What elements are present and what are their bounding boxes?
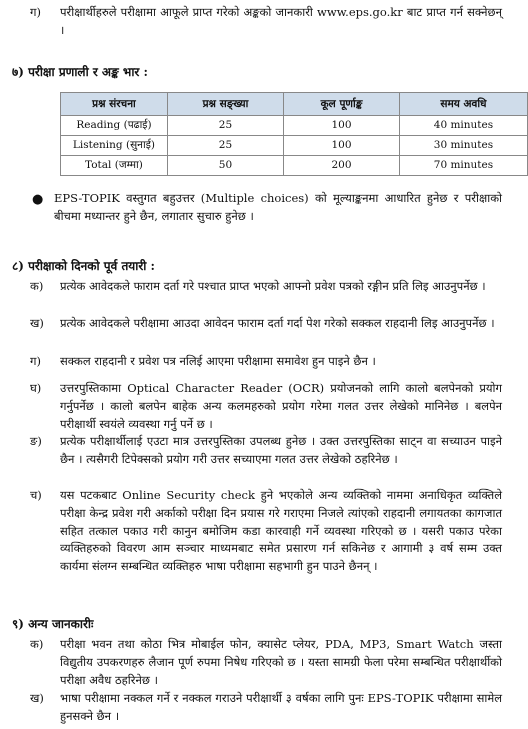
bullet-dot-icon: ●	[32, 192, 44, 207]
item-text: परीक्षा भवन तथा कोठा भित्र मोबाईल फोन, क्यासेट प्लेयर, PDA, MP3, Smart Watch जस्ता विद्युतीय उपकरणहरु लैजान पूर्ण रुपमा निषेध गरिएको छ । यस्ता सामग्री फेला परेमा सम्बन्धित परीक्षार्थीको परीक्षा अवैध ठहरिनेछ ।	[60, 637, 502, 687]
table-cell: 25	[167, 116, 283, 136]
table-cell: 40 minutes	[399, 116, 527, 136]
table-row	[61, 136, 528, 156]
table-cell: Total (जम्मा)	[61, 156, 168, 176]
list-item	[30, 433, 528, 469]
col-header: कूल पूर्णाङ्क	[284, 93, 400, 116]
list-item	[30, 380, 528, 433]
item-text: सक्कल राहदानी र प्रवेश पत्र नलिई आएमा परीक्षामा समावेश हुन पाइने छैन ।	[60, 354, 376, 368]
marks-table	[60, 92, 528, 176]
table-cell: 25	[167, 136, 283, 156]
table-cell: 100	[284, 136, 400, 156]
list-item	[30, 636, 528, 689]
table-row	[61, 156, 528, 176]
table-cell: 100	[284, 116, 400, 136]
section-7-bullet	[32, 190, 502, 226]
table-cell: Reading (पढाई)	[61, 116, 168, 136]
list-item	[30, 690, 528, 726]
table-cell: 50	[167, 156, 283, 176]
item-label: ख)	[30, 691, 44, 705]
item-label: घ)	[30, 381, 42, 395]
item-text: प्रत्येक आवेदकले फाराम दर्ता गरे पश्चात प्राप्त भएको आफ्नो प्रवेश पत्रको रङ्गीन प्रति लिइ आउनुपर्नेछ ।	[60, 279, 486, 293]
intro-item	[30, 4, 528, 40]
section-7-heading: ७) परीक्षा प्रणाली र अङ्क भार :	[12, 65, 148, 79]
item-text: परीक्षार्थीहरुले परीक्षामा आफूले प्राप्त गरेको अङ्कको जानकारी www.eps.go.kr बाट प्राप्त गर्न सक्नेछन् ।	[60, 5, 502, 37]
list-item	[30, 315, 528, 333]
list-item	[30, 278, 528, 296]
item-text: यस पटकबाट Online Security check हुने भएकोले अन्य व्यक्तिको नाममा अनाधिकृत व्यक्तिले परीक्षा केन्द्र प्रवेश गरी अर्काको परीक्षा दिन प्रयास गरे गराएमा निजले त्यांएको राहदानी लगायतका कागजात सहित तत्काल पकाउ गरी कानुन बमोजिम कडा कारवाही गर्ने व्यवस्था गरिएको छ । यसरी पकाउ परेका व्यक्तिहरुको विवरण आम सञ्चार माध्यमबाट समेत प्रसारण गर्न सकिनेछ र आगामी ३ वर्ष सम्म उक्त कार्यमा संलग्न सम्बन्धित व्यक्तिहरु भाषा परीक्षामा सहभागी हुन पाउने छैनन् ।	[60, 488, 502, 574]
col-header: समय अवधि	[399, 93, 527, 116]
list-item	[30, 353, 528, 371]
list-item	[30, 487, 528, 576]
item-label: ग)	[30, 354, 41, 368]
table-row	[61, 116, 528, 136]
item-label: क)	[30, 279, 44, 293]
item-label: ख)	[30, 316, 44, 330]
item-label: ग)	[30, 5, 41, 19]
item-text: प्रत्येक परीक्षार्थीलाई एउटा मात्र उत्तरपुस्तिका उपलब्ध हुनेछ । उक्त उत्तरपुस्तिका साट्न वा सच्याउन पाइने छैन । त्यसैगरी टिपेक्सको प्रयोग गरी उत्तर सच्याएमा गलत उत्तर लेखेको ठहरिनेछ ।	[60, 434, 502, 466]
item-label: च)	[30, 488, 42, 502]
table-cell: Listening (सुनाई)	[61, 136, 168, 156]
item-label: ङ)	[30, 434, 42, 448]
section-9-heading: ९) अन्य जानकारीः	[12, 617, 94, 631]
table-cell: 30 minutes	[399, 136, 527, 156]
table-cell: 200	[284, 156, 400, 176]
item-text: उत्तरपुस्तिकामा Optical Character Reader (OCR) प्रयोजनको लागि कालो बलपेनको प्रयोग गर्नुपर्नेछ । कालो बलपेन बाहेक अन्य कलमहरुको प्रयोग गरेमा गलत उत्तर लेखेको मानिनेछ । बलपेन परीक्षार्थी स्वयंले व्यवस्था गर्नु पर्ने छ ।	[60, 381, 502, 431]
table-cell: 70 minutes	[399, 156, 527, 176]
col-header: प्रश्न संरचना	[61, 93, 168, 116]
col-header: प्रश्न सङ्ख्या	[167, 93, 283, 116]
section-8-heading: ८) परीक्षाको दिनको पूर्व तयारी :	[12, 259, 155, 273]
bullet-text: EPS-TOPIK वस्तुगत बहुउत्तर (Multiple choices) को मूल्याङ्कनमा आधारित हुनेछ र परीक्षाको बीचमा मध्यान्तर हुने छैन, लगातार सुचारु हुनेछ ।	[54, 191, 502, 223]
item-label: क)	[30, 637, 44, 651]
item-text: प्रत्येक आवेदकले परीक्षामा आउदा आवेदन फाराम दर्ता गर्दा पेश गरेको सक्कल राहदानी लिइ आउनुपर्नेछ ।	[60, 316, 495, 330]
table-header-row	[61, 93, 528, 116]
item-text: भाषा परीक्षामा नक्कल गर्ने र नक्कल गराउने परीक्षार्थी ३ वर्षका लागि पुनः EPS-TOPIK परीक्षामा सामेल हुनसक्ने छैन ।	[60, 691, 502, 723]
